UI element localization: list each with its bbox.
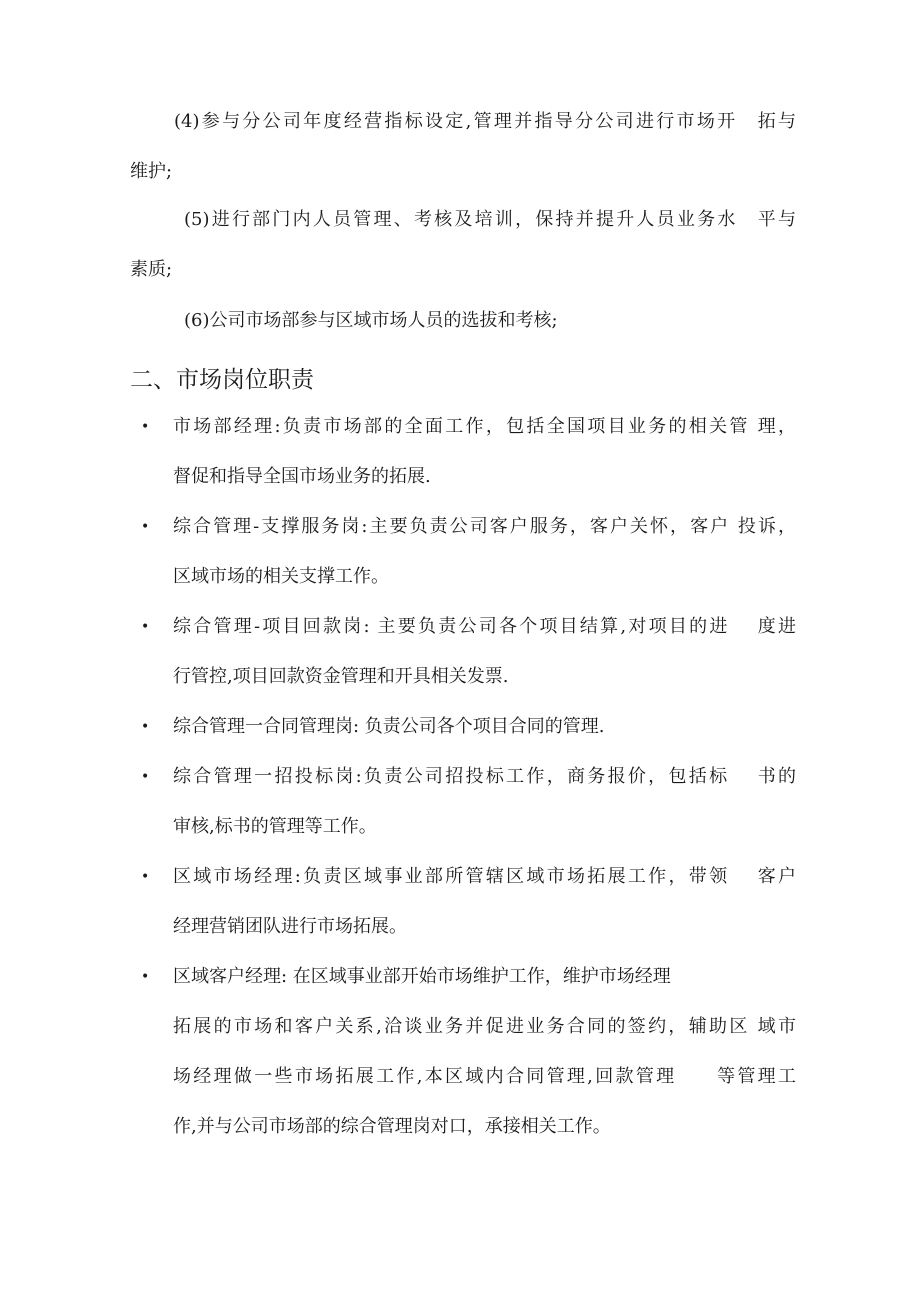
bullet-text [173,502,796,602]
bullet-icon: • [141,769,150,785]
bullet-text-line: 市场部经理:负责市场部的全面工作，包括全国项目业务的相关管 理， [173,416,796,437]
bullet-text-line: 督促和指导全国市场业务的拓展. [173,466,431,487]
bullet-text-line: 经理营销团队进行市场拓展。 [173,916,407,937]
bullet-text-line: 区域客户经理: 在区域事业部开始市场维护工作，维护市场经理 [173,966,671,987]
bullet-text-line: 场经理做一些市场拓展工作,本区域内合同管理,回款管理 等管理工 [173,1066,796,1087]
bullet-text [173,702,796,752]
bullet-text-line: 审核,标书的管理等工作。 [173,816,377,837]
paragraph-text: (6)公司市场部参与区域市场人员的选拔和考核; [184,310,558,331]
paragraph-item-4 [130,97,796,197]
paragraph-text: (4)参与分公司年度经营指标设定,管理并指导分公司进行市场开 拓与 [174,111,796,132]
section-heading: 二、市场岗位职责 [130,367,314,393]
bullet-text-line: 区域市场的相关支撑工作。 [173,566,389,587]
paragraph-item-6 [130,296,796,346]
bullet-text-line: 综合管理-项目回款岗: 主要负责公司各个项目结算,对项目的进 度进 [173,616,796,637]
bullet-text-line: 综合管理-支撑服务岗:主要负责公司客户服务，客户关怀，客户 投诉， [173,516,796,537]
bullet-text [173,752,796,852]
bullet-icon: • [141,619,150,635]
bullet-text-line: 综合管理一合同管理岗: 负责公司各个项目合同的管理. [173,716,605,737]
bullet-icon: • [141,419,150,435]
bullet-text-line: 综合管理一招投标岗:负责公司招投标工作，商务报价，包括标 书的 [173,766,796,787]
bullet-text-line: 区域市场经理:负责区域事业部所管辖区域市场拓展工作，带领 客户 [173,866,796,887]
bullet-icon: • [141,519,150,535]
paragraph-text: 素质; [130,259,173,280]
bullet-text [173,602,796,702]
bullet-text [173,852,796,952]
bullet-icon: • [141,969,150,985]
paragraph-item-5 [130,195,796,295]
paragraph-text: 维护; [130,161,173,182]
bullet-icon: • [141,869,150,885]
bullet-text [173,952,796,1152]
bullet-text [173,402,796,502]
bullet-text-line: 拓展的市场和客户关系,洽谈业务并促进业务合同的签约，辅助区 域市 [173,1016,796,1037]
bullet-icon: • [141,719,150,735]
bullet-text-line: 作,并与公司市场部的综合管理岗对口，承接相关工作。 [173,1116,611,1137]
paragraph-text: (5)进行部门内人员管理、考核及培训，保持并提升人员业务水 平与 [184,209,796,230]
bullet-text-line: 行管控,项目回款资金管理和开具相关发票. [173,666,509,687]
